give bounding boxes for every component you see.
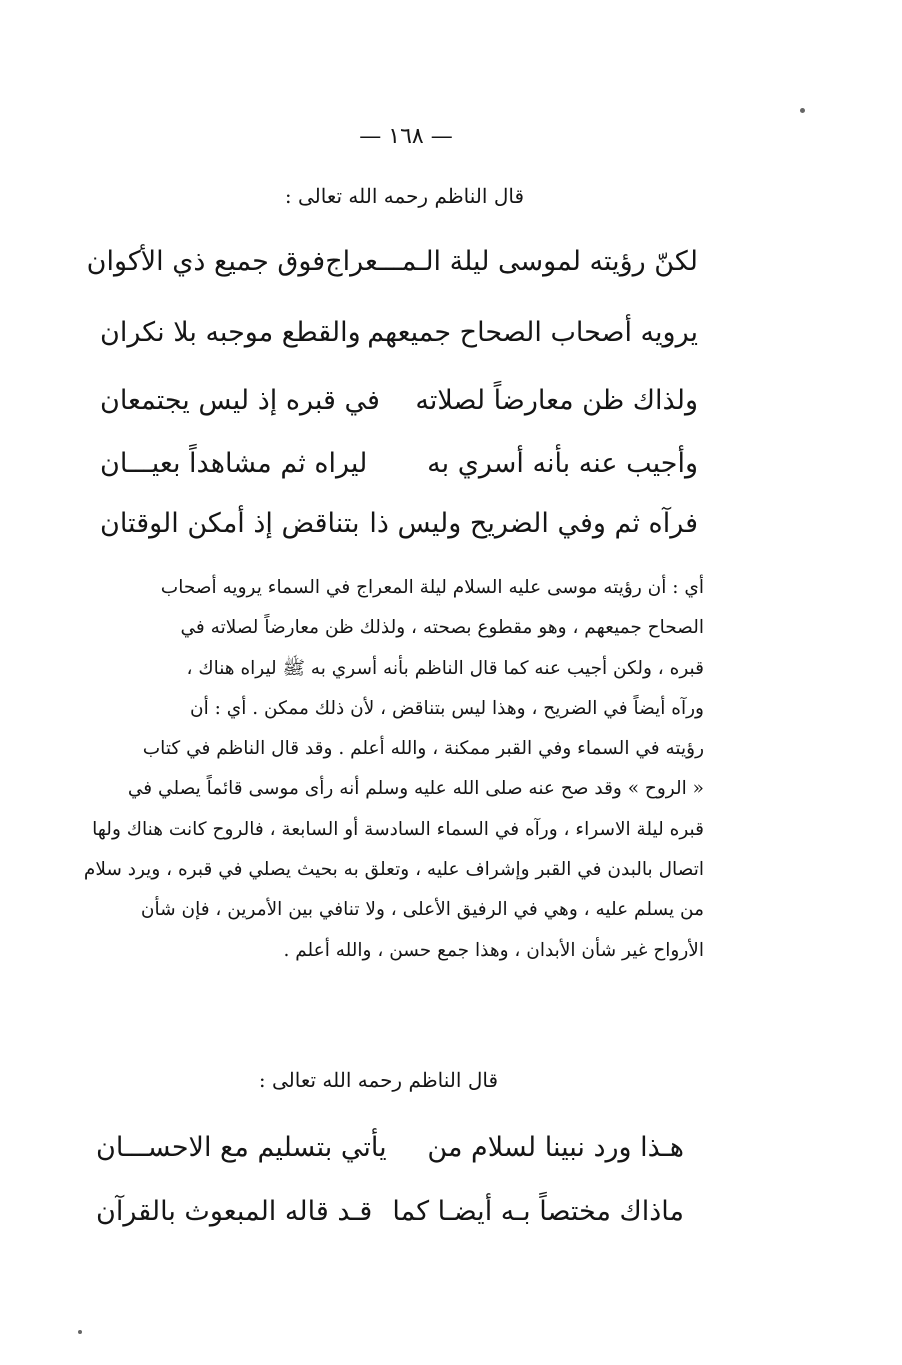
verse-second-hemistich: فوق جميع ذي الأكوان — [86, 246, 326, 277]
commentary-line: قبره ليلة الاسراء ، ورآه في السماء السادسة أو السابعة ، فالروح كانت هناك ولها — [92, 818, 704, 840]
scan-speck — [800, 108, 805, 113]
verse-second-hemistich: يأتي بتسليم مع الاحســـان — [96, 1132, 387, 1163]
poem-heading: قال الناظم رحمه الله تعالى : — [284, 184, 524, 208]
verse-line — [100, 385, 698, 429]
commentary-line: قبره ، ولكن أجيب عنه كما قال الناظم بأنه أسري به ﷺ ليراه هناك ، — [186, 657, 704, 679]
page-number: — ١٦٨ — — [359, 124, 453, 149]
verse-first-hemistich: ولذاك ظن معارضاً لصلاته — [415, 385, 698, 416]
commentary-line: أي : أن رؤيته موسى عليه السلام ليلة المعراج في السماء يرويه أصحاب — [160, 577, 704, 598]
verse-second-hemistich: ليراه ثم مشاهداً بعيـــان — [100, 448, 368, 479]
commentary-line: الصحاح جميعهم ، وهو مقطوع بصحته ، ولذلك ظن معارضاً لصلاته في — [180, 617, 704, 639]
verse-second-hemistich: بتناقض إذ أمكن الوقتان — [100, 508, 360, 539]
commentary-line: « الروح » وقد صح عنه صلى الله عليه وسلم أنه رأى موسى قائماً يصلي في — [127, 778, 704, 800]
commentary-line: ورآه أيضاً في الضريح ، وهذا ليس بتناقض ، لأن ذلك ممكن . أي : أن — [190, 697, 704, 719]
verse-line — [86, 246, 698, 290]
verse-first-hemistich: لكنّ رؤيته لموسى ليلة الـمـــعراج — [325, 246, 698, 277]
verse-second-hemistich: والقطع موجبه بلا نكران — [100, 317, 361, 348]
verse-first-hemistich: فرآه ثم وفي الضريح وليس ذا — [369, 508, 698, 539]
verse-first-hemistich: يرويه أصحاب الصحاح جميعهم — [367, 317, 698, 348]
verse-second-hemistich: قـد قاله المبعوث بالقرآن — [96, 1196, 373, 1227]
verse-second-hemistich: في قبره إذ ليس يجتمعان — [100, 385, 380, 416]
commentary-paragraph — [83, 568, 704, 971]
scan-speck — [78, 1330, 82, 1334]
verse-line — [96, 1196, 684, 1240]
verse-first-hemistich: هـذا ورد نبينا لسلام من — [427, 1132, 684, 1163]
commentary-line: الأرواح غير شأن الأبدان ، وهذا جمع حسن ، والله أعلم . — [283, 939, 704, 961]
poem-heading: قال الناظم رحمه الله تعالى : — [258, 1068, 498, 1092]
verse-line — [100, 508, 698, 552]
verse-line — [100, 448, 698, 492]
verse-line — [100, 317, 698, 361]
commentary-line: اتصال بالبدن في القبر وإشراف عليه ، وتعلق به بحيث يصلي في قبره ، ويرد سلام — [83, 859, 704, 881]
commentary-line: رؤيته في السماء وفي القبر ممكنة ، والله أعلم . وقد قال الناظم في كتاب — [142, 738, 704, 760]
verse-line — [96, 1132, 684, 1176]
verse-first-hemistich: وأجيب عنه بأنه أسري به — [427, 448, 698, 479]
commentary-line: من يسلم عليه ، وهي في الرفيق الأعلى ، ولا تنافي بين الأمرين ، فإن شأن — [140, 899, 704, 921]
verse-first-hemistich: ماذاك مختصاً بـه أيضـا كما — [392, 1196, 684, 1227]
